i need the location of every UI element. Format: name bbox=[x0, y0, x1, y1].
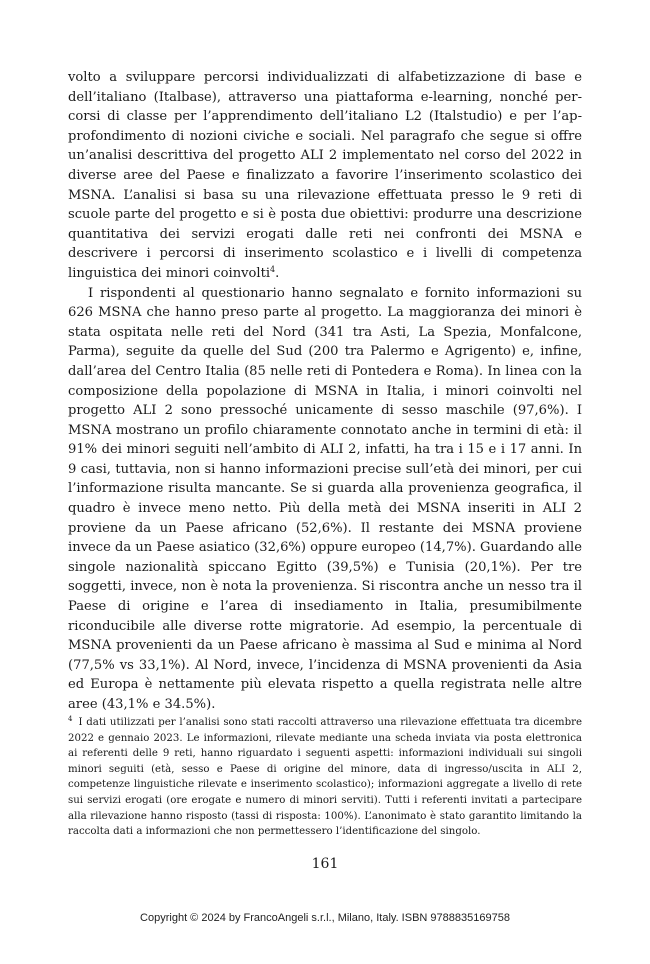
footnote-marker: 4 bbox=[68, 715, 73, 723]
footnote bbox=[68, 715, 582, 840]
copyright-notice: Copyright © 2024 by FrancoAngeli s.r.l., Milano, Italy. ISBN 9788835169758 bbox=[140, 912, 510, 924]
paragraph-1: volto a sviluppare percorsi individualizzati di alfabetizzazione di base e dell’italiano (Italbase), attraverso una piattaforma e-learning, nonché percorsi di classe per l’apprendimento dell’italiano L2 (Italstudio) e per l’approfondimento di nozioni civiche e sociali. Nel paragrafo che segue si offre un’analisi descrittiva del progetto ALI 2 implementato nel corso del 2022 in diverse aree del Paese e finalizzato a favorire l’inserimento scolastico dei MSNA. L’analisi si basa su una rilevazione effettuata presso le 9 reti di scuole parte del progetto e si è posta due obiettivi: produrre una descrizione quantitativa dei servizi erogati dalle reti nei confronti dei MSNA e descrivere i percorsi di inserimento scolastico e i livelli di competenza linguistica dei minori coinvolti$^4$. bbox=[68, 70, 582, 281]
paragraph-1-text: volto a sviluppare percorsi individualizzati di alfabetizzazione di base e dell’italiano (Italbase), attraverso una piattaforma e-learning, nonché percorsi di classe per l’apprendimento dell’italiano L2 (Italstudio) e per l’approfondimento di nozioni civiche e sociali. Nel paragrafo che segue si offre un’analisi descrittiva del progetto ALI 2 implementato nel corso del 2022 in diverse aree del Paese e finalizzato a favorire l’inserimento scolastico dei MSNA. L’analisi si basa su una rilevazione effettuata presso le 9 reti di scuole parte del progetto e si è posta due obiettivi: produrre una descrizione quantitativa dei servizi erogati dalle reti nei confronti dei MSNA e descrivere i percorsi di inserimento scolastico e i livelli di competenza linguistica dei minori coinvolti bbox=[68, 70, 582, 281]
page-number: 161 bbox=[311, 856, 339, 872]
page-body bbox=[68, 68, 582, 715]
footnote-text: I dati utilizzati per l’analisi sono stati raccolti attraverso una rilevazione effettuata tra dicembre 2022 e gennaio 2023. Le informazioni, rilevate mediante una scheda inviata via posta elettronica ai referenti delle 9 reti, hanno riguardato i seguenti aspetti: informazioni individuali sui singoli minori seguiti (età, sesso e Paese di origine del minore, data di ingresso/uscita in ALI 2, competenze linguistiche rilevate e inserimento scolastico); informazioni aggregate a livello di rete sui servizi erogati (ore erogate e numero di minori serviti). Tutti i referenti invitati a partecipare alla rilevazione hanno risposto (tassi di risposta: 100%). L’anonimato è stato garantito limitando la raccolta dati a informazioni che non permettessero l’identificazione del singolo. bbox=[68, 717, 582, 838]
paragraph-2: I rispondenti al questionario hanno segnalato e fornito informazioni su 626 MSNA che hanno preso parte al progetto. La maggioranza dei minori è stata ospitata nelle reti del Nord (341 tra Asti, La Spezia, Monfalcone, Parma), seguite da quelle del Sud (200 tra Palermo e Agrigento) e, infine, dall’area del Centro Italia (85 nelle reti di Pontedera e Roma). In linea con la composizione della popolazione di MSNA in Italia, i minori coinvolti nel progetto ALI 2 sono pressoché unicamente di sesso maschile (97,6%). I MSNA mostrano un profilo chiaramente connotato anche in termini di età: il 91% dei minori seguiti nell’ambito di ALI 2, infatti, ha tra i 15 e i 17 anni. In 9 casi, tuttavia, non si hanno informazioni precise sull’età dei minori, per cui l’informazione risulta mancante. Se si guarda alla provenienza geografica, il quadro è invece meno netto. Più della metà dei MSNA inseriti in ALI 2 proviene da un Paese africano (52,6%). Il restante dei MSNA proviene invece da un Paese asiatico (32,6%) oppure europeo (14,7%). Guardando alle singole nazionalità spiccano Egitto (39,5%) e Tunisia (20,1%). Per tre soggetti, invece, non è nota la provenienza. Si riscontra anche un nesso tra il Paese di origine e l’area di insediamento in Italia, presumibilmente riconducibile alle diverse rotte migratorie. Ad esempio, la percentuale di MSNA provenienti da un Paese africano è massima al Sud e minima al Nord (77,5% vs 33,1%). Al Nord, invece, l’incidenza di MSNA provenienti da Asia ed Europa è nettamente più elevata rispetto a quella registrata nelle altre aree (43,1% e 34.5%). bbox=[68, 285, 582, 712]
main-text bbox=[68, 68, 582, 715]
footnote-reference[interactable]: 4 bbox=[270, 264, 276, 274]
